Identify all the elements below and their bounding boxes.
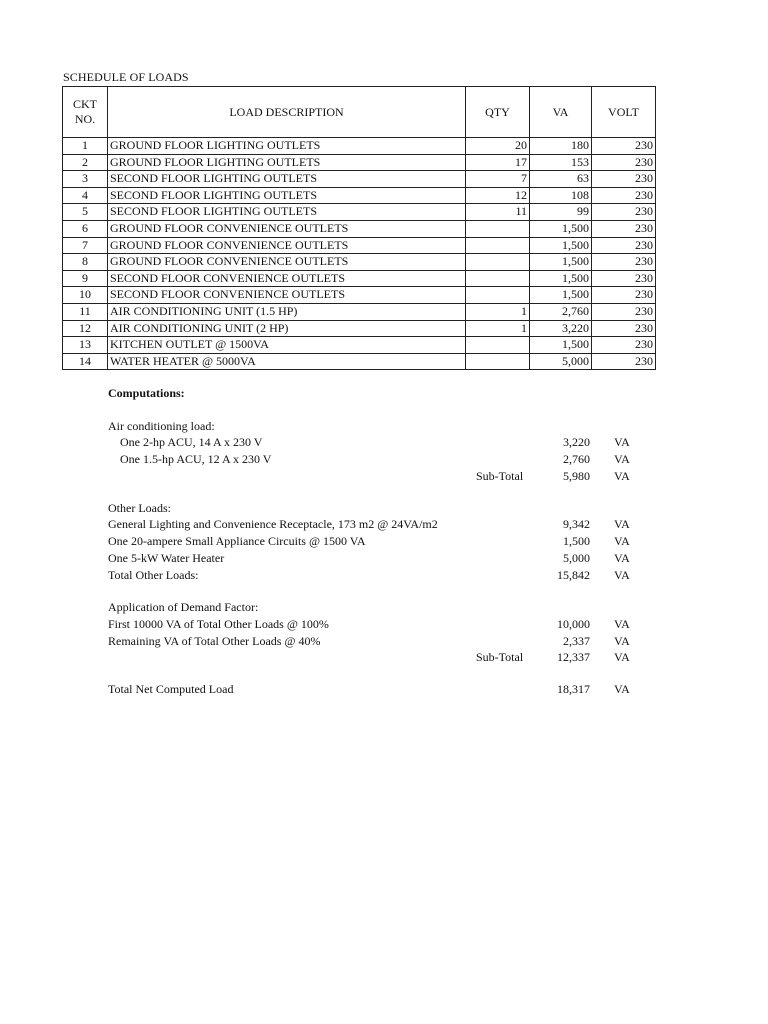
table-row: [63, 303, 656, 320]
table-row: [63, 320, 656, 337]
cell-load-description: AIR CONDITIONING UNIT (2 HP): [108, 320, 466, 337]
cell-qty: 1: [466, 320, 530, 337]
cell-va: 1,500: [530, 254, 592, 271]
cell-va: 153: [530, 154, 592, 171]
cell-qty: [466, 220, 530, 237]
demand-item-remaining-label: Remaining VA of Total Other Loads @ 40%: [108, 634, 321, 648]
cell-qty: 7: [466, 171, 530, 188]
cell-volt: 230: [592, 154, 656, 171]
cell-ckt-no: 5: [63, 204, 108, 221]
cell-qty: [466, 353, 530, 370]
other-item-heater-value: 5,000: [563, 551, 590, 565]
table-row: [63, 220, 656, 237]
table-body: [63, 138, 656, 370]
cell-volt: 230: [592, 237, 656, 254]
cell-qty: [466, 237, 530, 254]
cell-ckt-no: 10: [63, 287, 108, 304]
demand-subtotal-value: 12,337: [557, 650, 590, 664]
other-item-heater-label: One 5-kW Water Heater: [108, 551, 225, 565]
aircon-subtotal-value: 5,980: [563, 469, 590, 483]
cell-qty: [466, 270, 530, 287]
unit-label: VA: [614, 650, 630, 664]
cell-load-description: GROUND FLOOR LIGHTING OUTLETS: [108, 138, 466, 155]
cell-va: 5,000: [530, 353, 592, 370]
cell-ckt-no: 11: [63, 303, 108, 320]
cell-va: 1,500: [530, 337, 592, 354]
cell-va: 1,500: [530, 270, 592, 287]
header-va: VA: [530, 87, 592, 138]
cell-qty: [466, 254, 530, 271]
other-total-label: Total Other Loads:: [108, 568, 199, 582]
cell-qty: 17: [466, 154, 530, 171]
cell-va: 3,220: [530, 320, 592, 337]
cell-volt: 230: [592, 270, 656, 287]
cell-qty: [466, 337, 530, 354]
cell-load-description: WATER HEATER @ 5000VA: [108, 353, 466, 370]
demand-subtotal-label: Sub-Total: [476, 650, 524, 664]
cell-volt: 230: [592, 138, 656, 155]
cell-va: 1,500: [530, 287, 592, 304]
cell-va: 180: [530, 138, 592, 155]
table-header-row: [63, 87, 656, 138]
table-row: [63, 287, 656, 304]
table-row: [63, 187, 656, 204]
cell-ckt-no: 7: [63, 237, 108, 254]
header-qty: QTY: [466, 87, 530, 138]
cell-ckt-no: 3: [63, 171, 108, 188]
aircon-subtotal-label: Sub-Total: [476, 469, 524, 483]
unit-label: VA: [614, 435, 630, 449]
cell-load-description: GROUND FLOOR CONVENIENCE OUTLETS: [108, 237, 466, 254]
aircon-item-15hp-label: One 1.5-hp ACU, 12 A x 230 V: [120, 452, 272, 466]
demand-item-first-value: 10,000: [557, 617, 590, 631]
cell-qty: [466, 287, 530, 304]
table-row: [63, 353, 656, 370]
cell-volt: 230: [592, 287, 656, 304]
cell-va: 63: [530, 171, 592, 188]
net-load-label: Total Net Computed Load: [108, 682, 234, 696]
other-item-appliance-label: One 20-ampere Small Appliance Circuits @ 1500 VA: [108, 534, 366, 548]
cell-volt: 230: [592, 320, 656, 337]
cell-load-description: GROUND FLOOR CONVENIENCE OUTLETS: [108, 254, 466, 271]
aircon-item-2hp-label: One 2-hp ACU, 14 A x 230 V: [120, 435, 263, 449]
cell-ckt-no: 9: [63, 270, 108, 287]
table-row: [63, 171, 656, 188]
demand-factor-heading: Application of Demand Factor:: [108, 600, 259, 614]
cell-volt: 230: [592, 303, 656, 320]
aircon-item-15hp-value: 2,760: [563, 452, 590, 466]
cell-ckt-no: 13: [63, 337, 108, 354]
cell-va: 1,500: [530, 220, 592, 237]
cell-load-description: KITCHEN OUTLET @ 1500VA: [108, 337, 466, 354]
table-row: [63, 337, 656, 354]
cell-volt: 230: [592, 187, 656, 204]
unit-label: VA: [614, 568, 630, 582]
unit-label: VA: [614, 534, 630, 548]
table-row: [63, 204, 656, 221]
cell-ckt-no: 2: [63, 154, 108, 171]
cell-ckt-no: 12: [63, 320, 108, 337]
header-volt: VOLT: [592, 87, 656, 138]
cell-load-description: SECOND FLOOR CONVENIENCE OUTLETS: [108, 270, 466, 287]
table-row: [63, 138, 656, 155]
unit-label: VA: [614, 517, 630, 531]
cell-ckt-no: 6: [63, 220, 108, 237]
demand-item-remaining-value: 2,337: [563, 634, 590, 648]
demand-item-first-label: First 10000 VA of Total Other Loads @ 100%: [108, 617, 329, 631]
computations-heading: Computations:: [108, 386, 185, 400]
cell-ckt-no: 4: [63, 187, 108, 204]
aircon-item-2hp-value: 3,220: [563, 435, 590, 449]
header-ckt-no: CKT NO.: [63, 87, 108, 138]
table-row: [63, 270, 656, 287]
other-loads-heading: Other Loads:: [108, 501, 171, 515]
cell-volt: 230: [592, 254, 656, 271]
schedule-of-loads-table: [62, 86, 656, 370]
cell-qty: 1: [466, 303, 530, 320]
cell-volt: 230: [592, 204, 656, 221]
other-item-appliance-value: 1,500: [563, 534, 590, 548]
cell-va: 108: [530, 187, 592, 204]
cell-load-description: SECOND FLOOR CONVENIENCE OUTLETS: [108, 287, 466, 304]
header-load-description: LOAD DESCRIPTION: [108, 87, 466, 138]
cell-load-description: GROUND FLOOR CONVENIENCE OUTLETS: [108, 220, 466, 237]
unit-label: VA: [614, 634, 630, 648]
cell-ckt-no: 1: [63, 138, 108, 155]
unit-label: VA: [614, 617, 630, 631]
aircon-heading: Air conditioning load:: [108, 419, 215, 433]
unit-label: VA: [614, 682, 630, 696]
other-item-lighting-value: 9,342: [563, 517, 590, 531]
cell-va: 2,760: [530, 303, 592, 320]
table-row: [63, 154, 656, 171]
unit-label: VA: [614, 452, 630, 466]
cell-volt: 230: [592, 171, 656, 188]
cell-load-description: AIR CONDITIONING UNIT (1.5 HP): [108, 303, 466, 320]
cell-load-description: GROUND FLOOR LIGHTING OUTLETS: [108, 154, 466, 171]
cell-volt: 230: [592, 220, 656, 237]
table-row: [63, 254, 656, 271]
page-title: SCHEDULE OF LOADS: [63, 70, 189, 84]
cell-va: 1,500: [530, 237, 592, 254]
cell-qty: 12: [466, 187, 530, 204]
cell-va: 99: [530, 204, 592, 221]
cell-load-description: SECOND FLOOR LIGHTING OUTLETS: [108, 187, 466, 204]
unit-label: VA: [614, 469, 630, 483]
cell-ckt-no: 14: [63, 353, 108, 370]
other-total-value: 15,842: [557, 568, 590, 582]
other-item-lighting-label: General Lighting and Convenience Receptacle, 173 m2 @ 24VA/m2: [108, 517, 438, 531]
cell-ckt-no: 8: [63, 254, 108, 271]
unit-label: VA: [614, 551, 630, 565]
net-load-value: 18,317: [557, 682, 590, 696]
cell-load-description: SECOND FLOOR LIGHTING OUTLETS: [108, 204, 466, 221]
cell-qty: 20: [466, 138, 530, 155]
cell-qty: 11: [466, 204, 530, 221]
cell-volt: 230: [592, 353, 656, 370]
table-row: [63, 237, 656, 254]
cell-volt: 230: [592, 337, 656, 354]
cell-load-description: SECOND FLOOR LIGHTING OUTLETS: [108, 171, 466, 188]
